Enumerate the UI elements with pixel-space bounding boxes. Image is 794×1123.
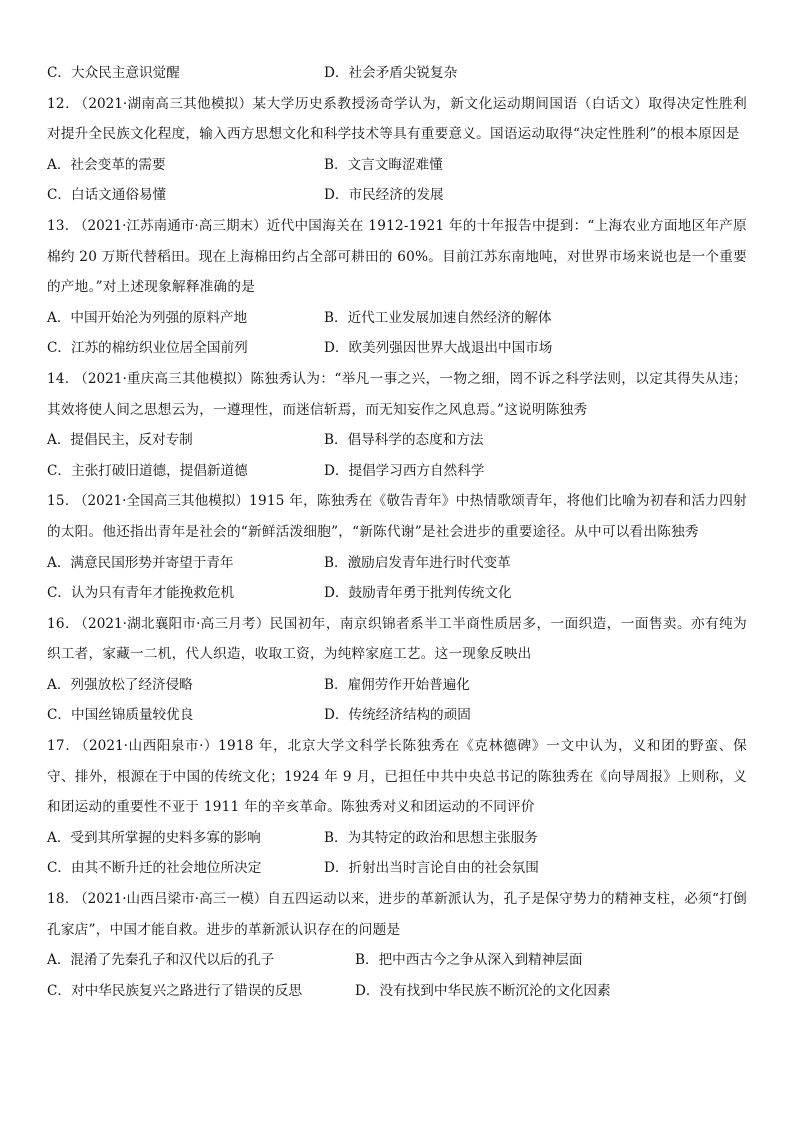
option-c: C．大众民主意识觉醒 <box>47 65 180 81</box>
question-text: 1915 年，陈独秀在《敬告青年》中热情歌颂青年，将他们比喻为初春和活力四射的太阳。他还指出青年是社会的“新鲜活泼细胞”，“新陈代谢”是社会进步的重要途径。从中可以看出陈独秀 <box>47 493 747 540</box>
question-16 <box>47 609 747 731</box>
question-source: （2021·山西阳泉市·） <box>81 738 219 755</box>
option-b: B．把中西古今之争从深入到精神层面 <box>355 952 583 969</box>
question-options <box>47 150 747 211</box>
question-18 <box>47 884 747 1006</box>
question-number: 18． <box>47 891 79 908</box>
option-a: A．混淆了先秦孔子和汉代以后的孔子 <box>47 952 275 969</box>
question-stem <box>47 89 747 150</box>
question-stem <box>47 364 747 425</box>
option-d: D．提倡学习西方自然科学 <box>324 462 485 479</box>
question-source: （2021·重庆高三其他模拟） <box>80 370 251 387</box>
option-c: C．认为只有青年才能挽救危机 <box>47 585 235 602</box>
question-options <box>47 670 747 731</box>
option-row <box>47 945 747 976</box>
question-text: 近代中国海关在 1912-1921 年的十年报告中提到：“上海农业方面地区年产原棉约 20 万斯代替稻田。现在上海棉田约占全部可耕田的 60%。目前江苏东南地吨，对世界市场来说也是一个重要的产地。”对上述现象解释准确的是 <box>47 217 747 296</box>
question-text: 某大学历史系教授汤奇学认为，新文化运动期间国语（白话文）取得决定性胜利对提升全民族文化程度，输入西方思想文化和科学技术等具有重要意义。国语运动取得“决定性胜利”的根本原因是 <box>47 95 747 143</box>
option-row <box>47 670 747 701</box>
option-row <box>47 853 747 884</box>
option-d: D．社会矛盾尖锐复杂 <box>324 65 458 81</box>
option-b: B．激励启发青年进行时代变革 <box>324 554 511 571</box>
question-text: 民国初年，南京织锦者系半工半商性质居多，一面织造，一面售卖。亦有纯为织工者，家藏一二机，代人织造，收取工资，为纯粹家庭工艺。这一现象反映出 <box>47 615 747 663</box>
question-number: 17． <box>47 738 80 755</box>
option-d: D．鼓励青年勇于批判传统文化 <box>324 585 512 602</box>
option-b: B．倡导科学的态度和方法 <box>324 432 484 449</box>
question-number: 14． <box>47 370 79 387</box>
question-number: 16． <box>47 615 80 632</box>
option-row <box>47 333 747 364</box>
option-row <box>47 303 747 334</box>
question-17 <box>47 731 747 884</box>
question-options <box>47 548 747 609</box>
question-13 <box>47 211 747 364</box>
option-row <box>47 456 747 487</box>
option-row <box>47 180 747 211</box>
option-a: A．满意民国形势并寄望于青年 <box>47 554 234 571</box>
question-source: （2021·江苏南通市·高三期末） <box>80 217 267 234</box>
option-c: C．对中华民族复兴之路进行了错误的反思 <box>47 982 303 999</box>
question-options <box>47 425 747 486</box>
question-stem <box>47 486 747 547</box>
option-c: C．中国丝锦质量较优良 <box>47 707 194 724</box>
question-stem <box>47 884 747 945</box>
question-source: （2021·湖南高三其他模拟） <box>81 95 253 112</box>
option-d: D．没有找到中华民族不断沉沦的文化因素 <box>355 982 611 999</box>
option-b: B．雇佣劳作开始普遍化 <box>324 676 470 693</box>
option-row <box>47 976 747 1007</box>
option-a: A．中国开始沦为列强的原料产地 <box>47 309 248 326</box>
question-15 <box>47 486 747 608</box>
option-c: C．白话文通俗易懂 <box>47 187 167 204</box>
option-a: A．提倡民主，反对专制 <box>47 432 193 449</box>
option-b: B．近代工业发展加速自然经济的解体 <box>324 309 552 326</box>
option-row <box>47 58 747 89</box>
option-d: D．欧美列强因世界大战退出中国市场 <box>324 340 553 357</box>
option-b: B．为其特定的政治和思想主张服务 <box>324 829 538 846</box>
option-c: C．主张打破旧道德，提倡新道德 <box>47 462 248 479</box>
option-row <box>47 578 747 609</box>
question-stem <box>47 211 747 303</box>
option-d: D．市民经济的发展 <box>324 187 444 204</box>
question-source: （2021·湖北襄阳市·高三月考） <box>81 615 270 632</box>
question-14 <box>47 364 747 486</box>
question-options <box>47 823 747 884</box>
question-number: 12． <box>47 95 80 112</box>
exam-page <box>47 58 747 1006</box>
question-text: 陈独秀认为：“举凡一事之兴，一物之细，罔不诉之科学法则，以定其得失从违；其效将使人间之思想云为，一遵理性，而迷信斩焉，而无知妄作之风息焉。”这说明陈独秀 <box>47 370 747 418</box>
q11-options-tail <box>47 58 747 89</box>
option-c: C．由其不断升迁的社会地位所决定 <box>47 860 262 877</box>
option-c: C．江苏的棉纺织业位居全国前列 <box>47 340 248 357</box>
question-stem <box>47 731 747 823</box>
option-d: D．传统经济结构的顽固 <box>324 707 471 724</box>
question-options <box>47 303 747 364</box>
question-options <box>47 945 747 1006</box>
option-row <box>47 700 747 731</box>
option-b: B．文言文晦涩难懂 <box>324 156 443 173</box>
question-source: （2021·全国高三其他模拟） <box>80 493 250 510</box>
question-source: （2021·山西吕梁市·高三一模） <box>80 891 268 908</box>
question-text: 1918 年，北京大学文科学长陈独秀在《克林德碑》一文中认为，义和团的野蛮、保守、排外，根源在于中国的传统文化；1924 年 9 月，已担任中共中央总书记的陈独秀在《向导周报》上则称，义和团运动的重要性不亚于 1911 年的辛亥革命。陈独秀对义和团运动的不同评价 <box>47 738 747 816</box>
option-row <box>47 150 747 181</box>
option-d: D．折射出当时言论自由的社会氛围 <box>324 860 539 877</box>
option-a: A．列强放松了经济侵略 <box>47 676 193 693</box>
option-row <box>47 425 747 456</box>
option-row <box>47 548 747 579</box>
question-12 <box>47 89 747 211</box>
question-number: 13． <box>47 217 79 234</box>
question-text: 自五四运动以来，进步的革新派认为，孔子是保守势力的精神支柱，必须“打倒孔家店”，中国才能自救。进步的革新派认识存在的问题是 <box>47 891 747 938</box>
option-a: A．受到其所掌握的史料多寡的影响 <box>47 829 261 846</box>
question-stem <box>47 609 747 670</box>
option-row <box>47 823 747 854</box>
option-a: A．社会变革的需要 <box>47 156 166 173</box>
question-number: 15． <box>47 493 79 510</box>
